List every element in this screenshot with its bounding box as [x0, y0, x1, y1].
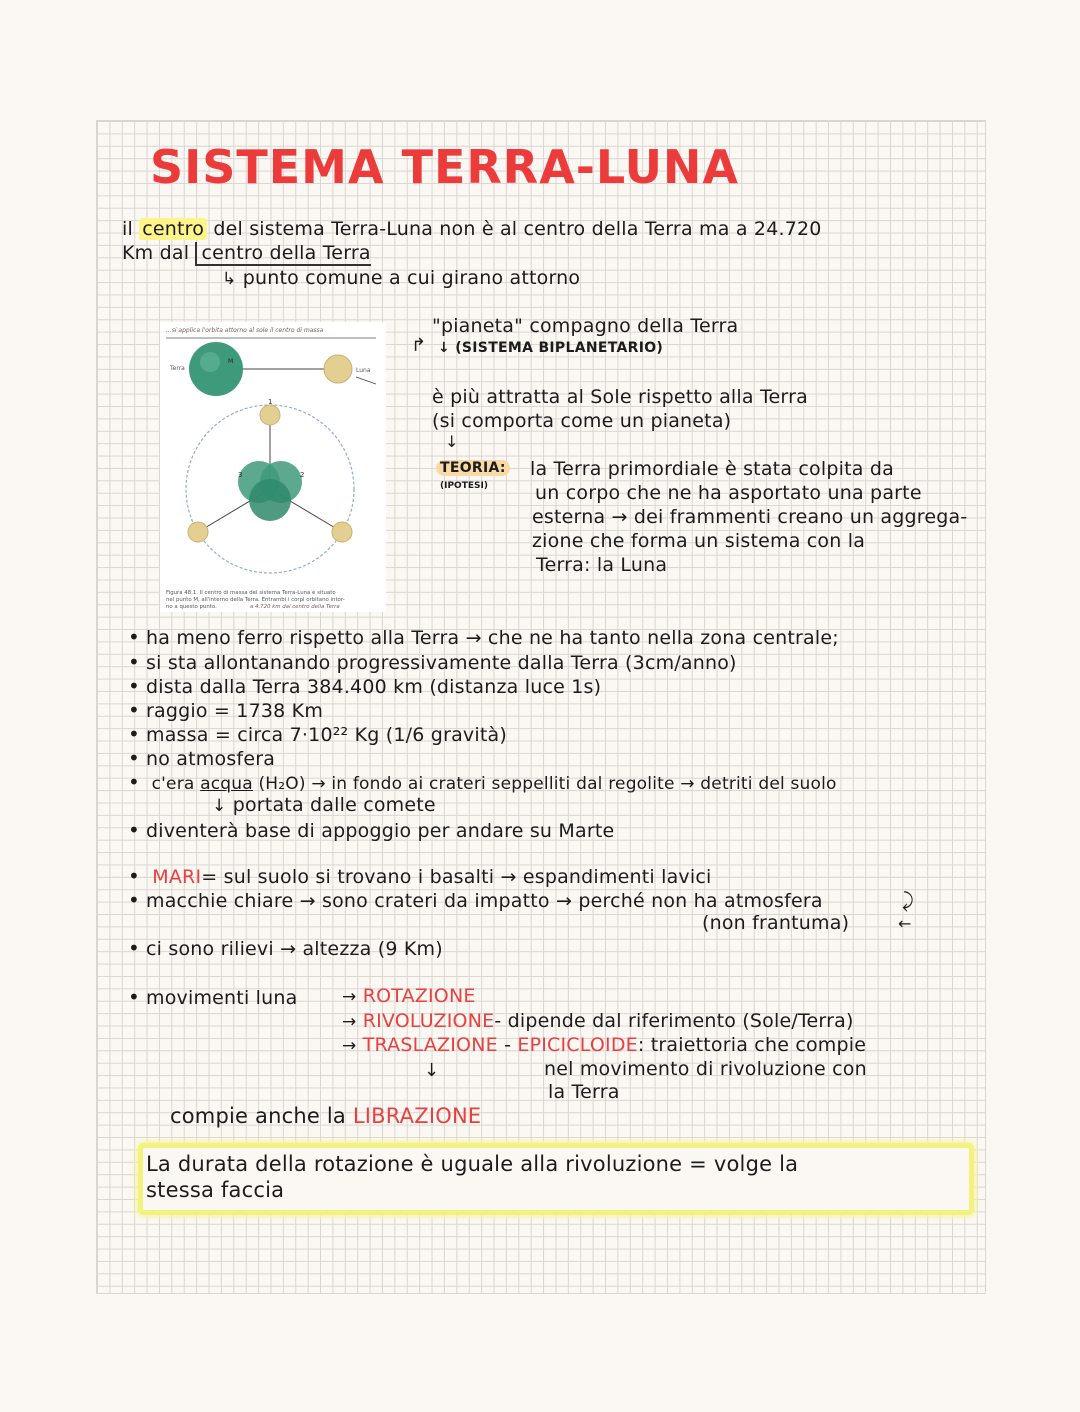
movement-traslazione-label: TRASLAZIONE [362, 1034, 498, 1056]
intro-line-1 [122, 218, 822, 240]
arrow-down-icon: ↓ [438, 340, 451, 356]
teoria-line-5: Terra: la Luna [536, 554, 668, 576]
earth-moon-diagram [160, 322, 386, 612]
compie-line [170, 1104, 481, 1128]
movement-epicicloide-note-1: : traiettoria che compie [637, 1034, 867, 1056]
note-sistema [438, 340, 663, 356]
earth-moon-figure [160, 322, 386, 612]
note-attratta-2: (si comporta come un pianeta) [432, 410, 732, 432]
curved-arrow-icon: ↱ [411, 335, 427, 356]
fact-acqua-prefix: c'era [151, 774, 195, 794]
earth-top-shine [200, 352, 220, 372]
teoria-line-3: esterna → dei frammenti creano un aggrega- [532, 506, 968, 528]
fact-massa: • massa = circa 7·10²² Kg (1/6 gravità) [128, 722, 507, 746]
intro-line-3-text: punto comune a cui girano attorno [242, 267, 581, 289]
movement-epicicloide-label: EPICICLOIDE [517, 1034, 638, 1056]
surface-mari [128, 864, 711, 888]
compie-text: compie anche la [170, 1104, 346, 1128]
earth-position-3 [249, 479, 291, 521]
teoria-line-1: la Terra primordiale è stata colpita da [530, 458, 894, 480]
intro-il: il [122, 218, 133, 240]
note-pianeta: "pianeta" compagno della Terra [432, 315, 739, 337]
figure-label-m: M [228, 358, 234, 365]
fact-acqua-word: acqua [200, 774, 253, 794]
librazione-label: LIBRAZIONE [352, 1104, 482, 1128]
figure-label-terra: Terra [170, 365, 185, 372]
fact-allontanando: • si sta allontanando progressivamente dalla Terra (3cm/anno) [128, 650, 737, 674]
moon-position-1 [260, 405, 280, 425]
arrow-right-icon: → [342, 1036, 357, 1056]
fact-ferro: • ha meno ferro rispetto alla Terra → che ne ha tanto nella zona centrale; [128, 625, 839, 649]
figure-arrow [356, 377, 376, 384]
fact-distanza: • dista dalla Terra 384.400 km (distanza luce 1s) [128, 674, 601, 698]
arrow-right-icon: → [342, 1012, 357, 1032]
teoria-label: TEORIA: [436, 460, 510, 476]
figure-label-luna: Luna [356, 367, 371, 374]
teoria-line-2: un corpo che ne ha asportato una parte [535, 482, 922, 504]
arrow-down-icon: ↓ [212, 796, 227, 816]
fact-raggio: • raggio = 1738 Km [128, 698, 323, 722]
figure-caption-3: no a questo punto. [166, 604, 217, 610]
surface-mari-text: = sul suolo si trovano i basalti → espandimenti lavici [201, 866, 712, 888]
intro-line-1-rest: del sistema Terra-Luna non è al centro della Terra ma a 24.720 [213, 218, 822, 240]
movement-traslazione [342, 1034, 866, 1056]
intro-line-2 [122, 242, 371, 264]
teoria-line-4: zione che forma un sistema con la [532, 530, 866, 552]
arrow-down-icon: ↓ [424, 1060, 440, 1081]
intro-centro-highlight: centro [139, 218, 207, 240]
note-sistema-text: (SISTEMA BIPLANETARIO) [455, 340, 664, 356]
epicicloide-note-2: nel movimento di rivoluzione con [544, 1058, 867, 1080]
figure-number-1: 1 [268, 398, 273, 406]
surface-mari-label: MARI [152, 866, 202, 888]
intro-line-3 [222, 267, 580, 289]
dash: - [504, 1034, 512, 1056]
moon-top [324, 355, 352, 383]
fact-marte: • diventerà base di appoggio per andare su Marte [128, 818, 614, 842]
surface-frantuma: (non frantuma) [702, 912, 850, 934]
surface-macchie: • macchie chiare → sono crateri da impatto → perché non ha atmosfera [128, 888, 823, 912]
intro-line-2-prefix: Km dal [122, 242, 190, 264]
movement-rivoluzione [342, 1010, 854, 1032]
curved-return-arrow-icon: ⤸ [902, 888, 914, 912]
surface-rilievi: • ci sono rilievi → altezza (9 Km) [128, 936, 443, 960]
movement-rotazione [342, 985, 476, 1007]
arrow-right-icon: → [342, 987, 357, 1007]
movement-rivoluzione-label: RIVOLUZIONE [362, 1010, 495, 1032]
fact-acqua-sub-text: portata dalle comete [232, 794, 436, 816]
figure-caption-2: nel punto M, all'interno della Terra. Entrambi i corpi orbitano intor- [166, 597, 345, 603]
arrow-right-icon: ↳ [222, 269, 237, 289]
conclusion-line-2: stessa faccia [146, 1178, 285, 1202]
epicicloide-note-3: la Terra [548, 1081, 620, 1103]
note-attratta-1: è più attratta al Sole rispetto alla Terra [432, 386, 808, 408]
figure-header: ...si applica l'orbita attorno al sole il centro di massa [166, 327, 324, 334]
fact-acqua [128, 770, 837, 794]
movement-rivoluzione-note: - dipende dal riferimento (Sole/Terra) [494, 1010, 854, 1032]
ipotesi-label: (IPOTESI) [440, 481, 488, 491]
movement-rotazione-label: ROTAZIONE [362, 985, 476, 1007]
figure-caption-note: a 4.720 km dal centro della Terra [250, 604, 340, 610]
conclusion-line-1: La durata della rotazione è uguale alla rivoluzione = volge la [146, 1152, 799, 1176]
fact-acqua-sub [212, 794, 436, 816]
figure-caption-1: Figura 48.1. Il centro di massa del sistema Terra-Luna è situato [166, 590, 336, 596]
figure-number-3: 3 [238, 471, 243, 479]
fact-acqua-rest: (H₂O) → in fondo ai crateri seppelliti dal regolite → detriti del suolo [258, 774, 837, 794]
figure-number-2: 2 [300, 471, 305, 479]
arrow-down-icon: ↓ [445, 432, 459, 451]
intro-line-2-rest: centro della Terra [195, 242, 370, 266]
movements-label: • movimenti luna [128, 985, 297, 1009]
moon-position-2 [188, 522, 208, 542]
arrow-left-icon: ← [898, 914, 912, 933]
page-title: SISTEMA TERRA-LUNA [150, 140, 740, 194]
fact-atmosfera: • no atmosfera [128, 746, 275, 770]
moon-position-3 [332, 522, 352, 542]
